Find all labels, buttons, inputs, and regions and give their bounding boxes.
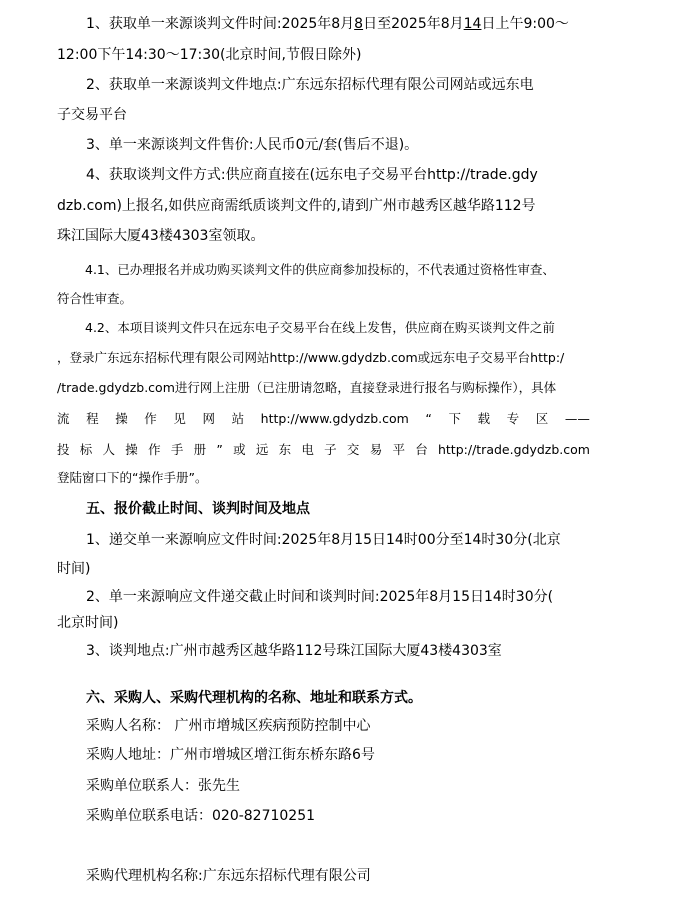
purchaser-address: 采购人地址：广州市增城区增江街东桥东路6号 <box>86 747 375 763</box>
item42-line5-word: 或 <box>233 442 246 457</box>
item42-line5-word: 远 <box>255 442 269 457</box>
item3: 3、单一来源谈判文件售价:人民币0元/套(售后不退)。 <box>86 137 419 153</box>
item1-day-end: 14 <box>463 16 482 32</box>
item42-line1: 4.2、本项目谈判文件只在远东电子交易平台在线上发售，供应商在购买谈判文件之前 <box>85 320 555 335</box>
item1-mid: 日至2025年8月 <box>363 16 464 32</box>
item42-line5-word: 台 <box>415 442 428 457</box>
item42-line5-word: 操 <box>125 442 138 457</box>
s5-item3: 3、谈判地点:广州市越秀区越华路112号珠江国际大厦43楼4303室 <box>86 643 502 659</box>
item42-line4-word: 站 <box>231 411 245 426</box>
item1-line2: 12:00下午14:30～17:30(北京时间,节假日除外) <box>57 47 362 63</box>
item42-line4-word: 见 <box>173 411 186 426</box>
item42-line5-word: 标 <box>79 442 93 457</box>
item42-line5-word: 交 <box>346 442 360 457</box>
item42-line4-word: 程 <box>86 411 99 426</box>
item42-line5-word: 人 <box>102 442 116 457</box>
item42-line4-word: “ <box>425 411 432 426</box>
section6-heading: 六、采购人、采购代理机构的名称、地址和联系方式。 <box>86 690 422 706</box>
item42-line5-word: 东 <box>278 442 292 457</box>
item41-line2: 符合性审查。 <box>57 291 133 306</box>
item42-line2: ，登录广东远东招标代理有限公司网站http://www.gdydzb.com或远东电子交易平台http:/ <box>57 350 565 365</box>
item42-line5-word: http://trade.gdydzb.com <box>437 442 590 457</box>
item42-line5-word: 易 <box>369 442 383 457</box>
item42-line4-word: 载 <box>477 411 491 426</box>
item42-line5-word: 手 <box>170 442 184 457</box>
purchaser-name: 采购人名称： 广州市增城区疾病预防控制中心 <box>86 718 371 734</box>
s5-item2-line2: 北京时间) <box>57 615 119 631</box>
item42-line4-word: 网 <box>202 411 215 426</box>
item42-line5 <box>57 440 590 460</box>
section5-heading: 五、报价截止时间、谈判时间及地点 <box>86 501 310 517</box>
item42-line5-word: 子 <box>324 442 337 457</box>
item42-line5-word: 电 <box>301 442 314 457</box>
s5-item1-line2: 时间) <box>57 561 91 577</box>
item42-line4-word: 操 <box>115 411 128 426</box>
item42-line3: /trade.gdydzb.com进行网上注册（已注册请忽略，直接登录进行报名与购标操作），具体 <box>57 380 557 395</box>
item2-line2: 子交易平台 <box>57 107 127 123</box>
item4-line1: 4、获取谈判文件方式:供应商直接在(远东电子交易平台http://trade.gdy <box>86 167 538 183</box>
item41-line1: 4.1、已办理报名并成功购买谈判文件的供应商参加投标的，不代表通过资格性审查、 <box>85 262 555 277</box>
item42-line4-word: 专 <box>506 411 520 426</box>
item1-prefix: 1、获取单一来源谈判文件时间:2025年8月 <box>86 16 355 32</box>
item42-line5-word: 作 <box>148 442 161 457</box>
item42-line4-word: 流 <box>57 411 70 426</box>
item42-line4-word: 下 <box>448 411 461 426</box>
agency-name: 采购代理机构名称:广东远东招标代理有限公司 <box>86 868 371 884</box>
item4-line3: 珠江国际大厦43楼4303室领取。 <box>57 228 265 244</box>
item42-line5-word: ” <box>216 442 223 457</box>
purchaser-contact: 采购单位联系人：张先生 <box>86 778 240 794</box>
item1-suffix: 日上午9:00～ <box>481 16 569 32</box>
s5-item1-line1: 1、递交单一来源响应文件时间:2025年8月15日14时00分至14时30分(北京 <box>86 532 561 548</box>
item42-line4-word: 作 <box>144 411 157 426</box>
purchaser-phone: 采购单位联系电话：020-82710251 <box>86 808 316 824</box>
item2-line1: 2、获取单一来源谈判文件地点:广东远东招标代理有限公司网站或远东电 <box>86 77 534 93</box>
item42-line5-word: 册 <box>193 442 207 457</box>
item42-line5-word: 平 <box>392 442 405 457</box>
item42-line5-word: 投 <box>57 442 70 457</box>
item42-line6: 登陆窗口下的“操作手册”。 <box>57 470 208 485</box>
item1-line1 <box>86 14 569 34</box>
item42-line4-word: 区 <box>535 411 549 426</box>
s5-item2-line1: 2、单一来源响应文件递交截止时间和谈判时间:2025年8月15日14时30分( <box>86 589 554 605</box>
item42-line4-word: http://www.gdydzb.com <box>260 411 409 426</box>
item42-line4 <box>57 409 590 429</box>
item42-line4-word: —— <box>564 411 590 426</box>
item4-line2: dzb.com)上报名,如供应商需纸质谈判文件的,请到广州市越秀区越华路112号 <box>57 198 536 214</box>
item1-day-start: 8 <box>354 16 364 32</box>
